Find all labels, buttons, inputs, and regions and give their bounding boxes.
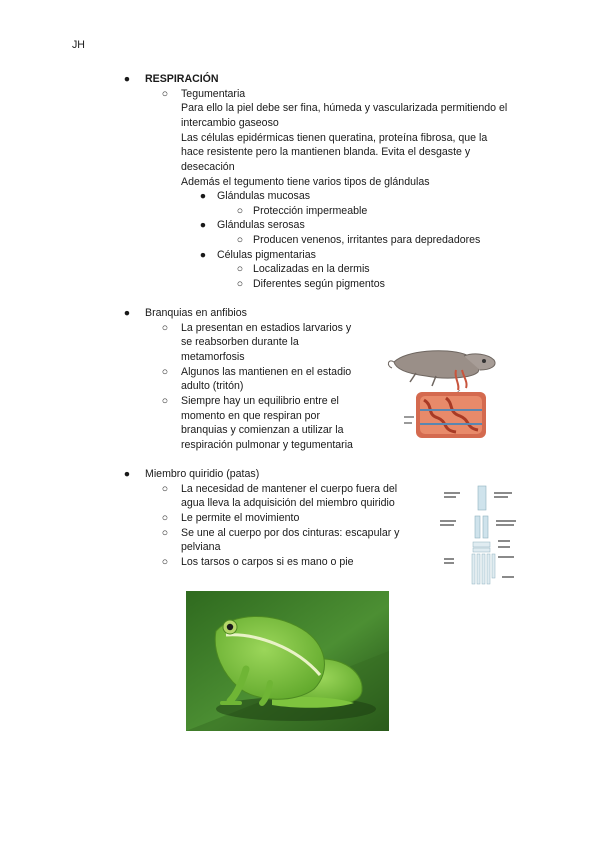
branquias-item-line: branquias y comienzan a utilizar la [181,424,344,436]
branquias-item-line: se reabsorben durante la [181,336,299,348]
bullet-filled: ● [123,468,131,480]
bullet-filled: ● [199,190,207,202]
branquias-item-line: respiración pulmonar y tegumentaria [181,439,353,451]
bullet-hollow: ○ [161,556,169,568]
miembro-item-line: pelviana [181,541,221,553]
gland-sub: Localizadas en la dermis [253,263,370,275]
branquias-item-line: Algunos las mantienen en el estadio [181,366,352,378]
para2-line-2: hace resistente pero la mantienen blanda. Evita el desgaste y [181,146,471,158]
para2-line-3: desecación [181,161,235,173]
bullet-hollow: ○ [161,527,169,539]
miembro-item-line: Los tarsos o carpos si es mano o pie [181,556,354,568]
branquias-item-line: momento en que respiran por [181,410,320,422]
gland-sub: Producen venenos, irritantes para depredadores [253,234,481,246]
para1-line-1: Para ello la piel debe ser fina, húmeda y vascularizada permitiendo el [181,102,508,114]
frog-photo [186,591,389,731]
bullet-hollow: ○ [236,234,244,246]
header-initials: JH [72,39,85,51]
section-title-respiracion: RESPIRACIÓN [145,73,219,85]
para3: Además el tegumento tiene varios tipos de glándulas [181,176,430,188]
para2-line-1: Las células epidérmicas tienen queratina, proteína fibrosa, que la [181,132,488,144]
section-title-branquias: Branquias en anfibios [145,307,247,319]
branquias-item-line: metamorfosis [181,351,245,363]
bullet-hollow: ○ [161,395,169,407]
bullet-filled: ● [123,73,131,85]
bullet-hollow: ○ [161,88,169,100]
bullet-hollow: ○ [161,322,169,334]
teg-label: Tegumentaria [181,88,246,100]
branquias-item-line: Siempre hay un equilibrio entre el [181,395,339,407]
miembro-item-line: Le permite el movimiento [181,512,300,524]
gland-sub: Diferentes según pigmentos [253,278,385,290]
bullet-hollow: ○ [236,205,244,217]
miembro-item-line: agua lleva la adquisición del miembro quiridio [181,497,395,509]
bullet-filled: ● [199,219,207,231]
gland-sub: Protección impermeable [253,205,368,217]
larva-gills-illustration [386,340,526,442]
gland-name: Glándulas serosas [217,219,305,231]
para1-line-2: intercambio gaseoso [181,117,279,129]
gland-name: Células pigmentarias [217,249,316,261]
branquias-item-line: La presentan en estadios larvarios y [181,322,352,334]
miembro-item-line: Se une al cuerpo por dos cinturas: escapular y [181,527,400,539]
bullet-filled: ● [123,307,131,319]
section-title-miembro: Miembro quiridio (patas) [145,468,260,480]
miembro-item-line: La necesidad de mantener el cuerpo fuera del [181,483,398,495]
limb-bones-diagram [438,484,538,588]
branquias-item-line: adulto (tritón) [181,380,244,392]
bullet-hollow: ○ [161,483,169,495]
bullet-filled: ● [199,249,207,261]
bullet-hollow: ○ [161,512,169,524]
bullet-hollow: ○ [236,263,244,275]
bullet-hollow: ○ [161,366,169,378]
gland-name: Glándulas mucosas [217,190,311,202]
bullet-hollow: ○ [236,278,244,290]
